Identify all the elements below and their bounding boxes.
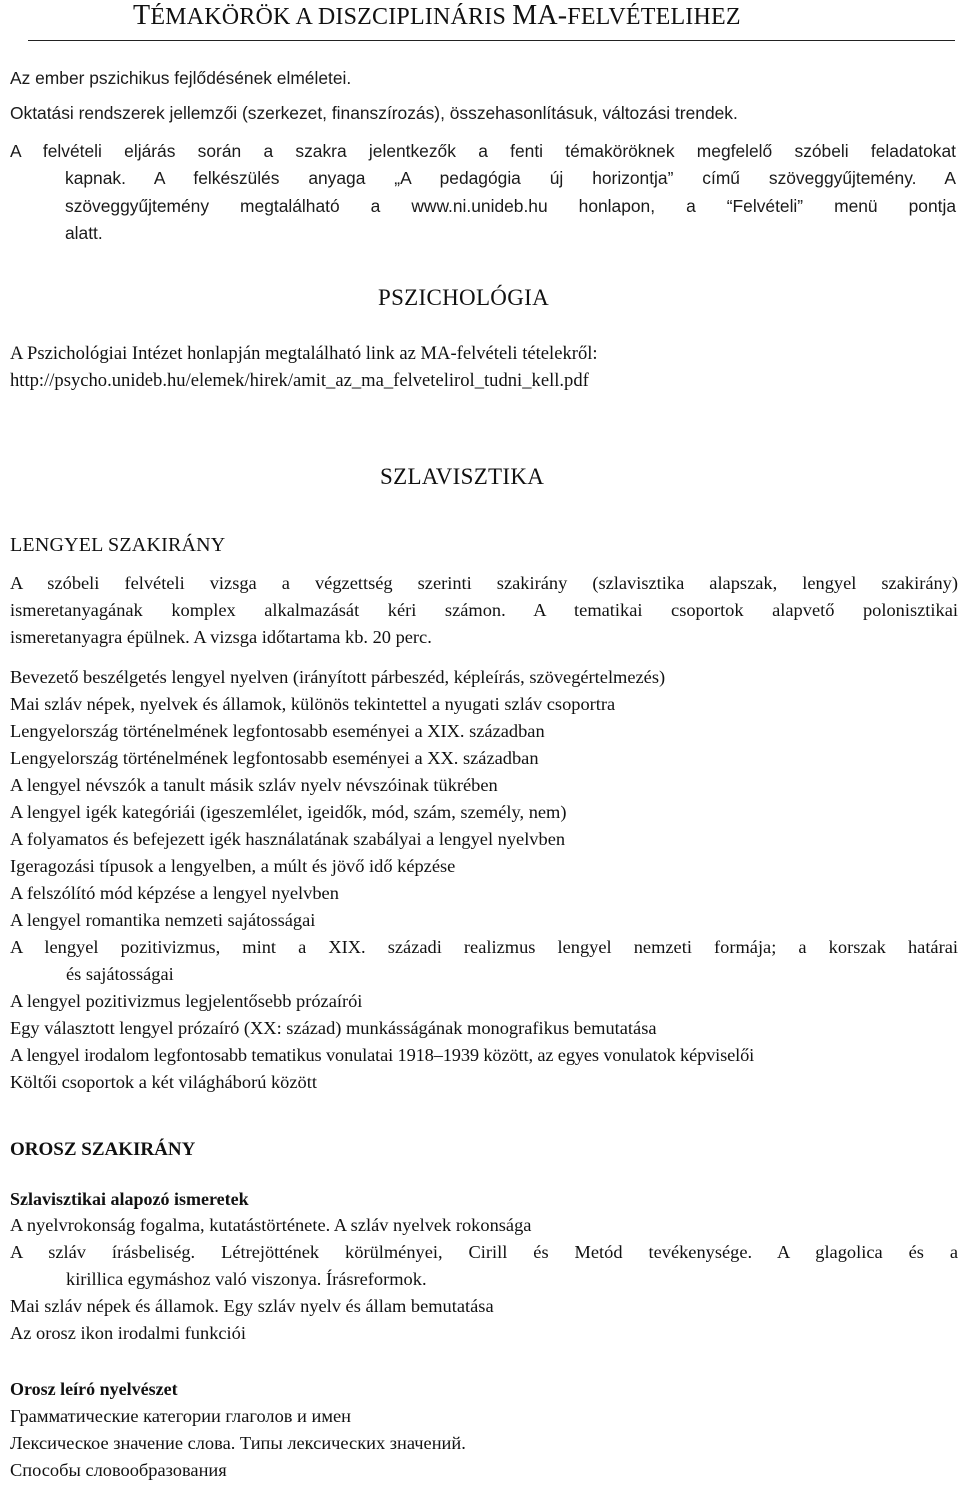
psychology-url-link[interactable]: http://psycho.unideb.hu/elemek/hirek/amit_az_ma_felvetelirol_tudni_kell.pdf (10, 370, 589, 391)
russian-topic-4: Az orosz ikon irodalmi funkciói (10, 1323, 246, 1343)
polish-topic-6: A lengyel igék kategóriái (igeszemlélet, igeidők, mód, szám, személy, nem) (10, 802, 567, 822)
polish-topic-2: Mai szláv népek, nyelvek és államok, különös tekintettel a nyugati szláv csoportra (10, 694, 616, 714)
intro-paragraph-line-3: szöveggyűjtemény megtalálható a www.ni.unideb.hu honlapon, a “Felvételi” menü pontja (65, 196, 956, 216)
polish-topic-10: A lengyel romantika nemzeti sajátosságai (10, 910, 316, 930)
title-text: ÉMAKÖRÖK A DISZCIPLINÁRIS (150, 4, 513, 30)
polish-topic-3: Lengyelország történelmének legfontosabb eseményei a XIX. században (10, 721, 545, 741)
polish-topic-13: Egy választott lengyel prózaíró (XX: század) munkásságának monografikus bemutatása (10, 1018, 657, 1038)
polish-topic-8: Igeragozási típusok a lengyelben, a múlt és jövő idő képzése (10, 856, 456, 876)
polish-topic-11-line-2: és sajátosságai (66, 964, 174, 984)
russian-topic-2-line-1: A szláv írásbeliség. Létrejöttének körülményei, Cirill és Metód tevékenysége. A glagolica és a (10, 1242, 958, 1262)
polish-topic-1: Bevezető beszélgetés lengyel nyelven (irányított párbeszéd, képleírás, szövegértelmezés) (10, 667, 666, 687)
russian-subheading-foundations: Szlavisztikai alapozó ismeretek (10, 1189, 249, 1209)
russian-topic-2-line-2: kirillica egymáshoz való viszonya. Írásreformok. (66, 1269, 427, 1289)
russian-linguistics-topic-3: Способы словообразования (10, 1460, 227, 1480)
polish-topic-14: A lengyel irodalom legfontosabb tematikus vonulatai 1918–1939 között, az egyes vonulatok képviselői (10, 1045, 755, 1065)
polish-intro-line-2: ismeretanyagának komplex alkalmazását kéri számon. A tematikai csoportok alapvető polonisztikai (10, 600, 958, 620)
psychology-heading: PSZICHOLÓGIA (378, 285, 549, 310)
polish-topic-12: A lengyel pozitivizmus legjelentősebb prózaírói (10, 991, 363, 1011)
polish-topic-9: A felszólító mód képzése a lengyel nyelvben (10, 883, 339, 903)
title-ma: MA- (512, 0, 568, 31)
polish-topic-11-line-1: A lengyel pozitivizmus, mint a XIX. századi realizmus lengyel nemzeti formája; a korszak határai (10, 937, 958, 957)
document-title (133, 0, 741, 32)
polish-intro-line-1: A szóbeli felvételi vizsga a végzettség szerinti szakirány (szlavisztika alapszak, lengyel szakirány) (10, 573, 958, 593)
title-underline (28, 40, 955, 41)
polish-topic-15: Költői csoportok a két világháború között (10, 1072, 317, 1092)
intro-paragraph-line-2: kapnak. A felkészülés anyaga „A pedagógia új horizontja” című szöveggyűjtemény. A (65, 168, 956, 188)
polish-heading: LENGYEL SZAKIRÁNY (10, 534, 226, 556)
intro-line-2: Oktatási rendszerek jellemzői (szerkezet, finanszírozás), összehasonlításuk, változási trendek. (10, 103, 738, 123)
russian-subheading-linguistics: Orosz leíró nyelvészet (10, 1379, 178, 1399)
title-initial: T (133, 0, 151, 31)
psychology-text: A Pszichológiai Intézet honlapján megtalálható link az MA-felvételi tételekről: (10, 343, 598, 364)
russian-heading: OROSZ SZAKIRÁNY (10, 1139, 196, 1160)
intro-line-1: Az ember pszichikus fejlődésének elméletei. (10, 68, 352, 88)
russian-topic-1: A nyelvrokonság fogalma, kutatástörténete. A szláv nyelvek rokonsága (10, 1215, 532, 1235)
polish-topic-7: A folyamatos és befejezett igék használatának szabályai a lengyel nyelvben (10, 829, 566, 849)
russian-topic-3: Mai szláv népek és államok. Egy szláv nyelv és állam bemutatása (10, 1296, 494, 1316)
intro-paragraph-line-4: alatt. (65, 223, 103, 243)
title-text-end: FELVÉTELIHEZ (567, 4, 741, 30)
russian-linguistics-topic-2: Лексическое значение слова. Типы лексических значений. (10, 1433, 466, 1453)
polish-topic-5: A lengyel névszók a tanult másik szláv nyelv névszóinak tükrében (10, 775, 498, 795)
intro-paragraph-line-1: A felvételi eljárás során a szakra jelentkezők a fenti témaköröknek megfelelő szóbeli feladatokat (10, 141, 956, 161)
russian-linguistics-topic-1: Грамматические категории глаголов и имен (10, 1406, 351, 1426)
polish-intro-line-3: ismeretanyagra épülnek. A vizsga időtartama kb. 20 perc. (10, 627, 432, 647)
polish-topic-4: Lengyelország történelmének legfontosabb eseményei a XX. században (10, 748, 539, 768)
slavistics-heading: SZLAVISZTIKA (380, 464, 545, 489)
